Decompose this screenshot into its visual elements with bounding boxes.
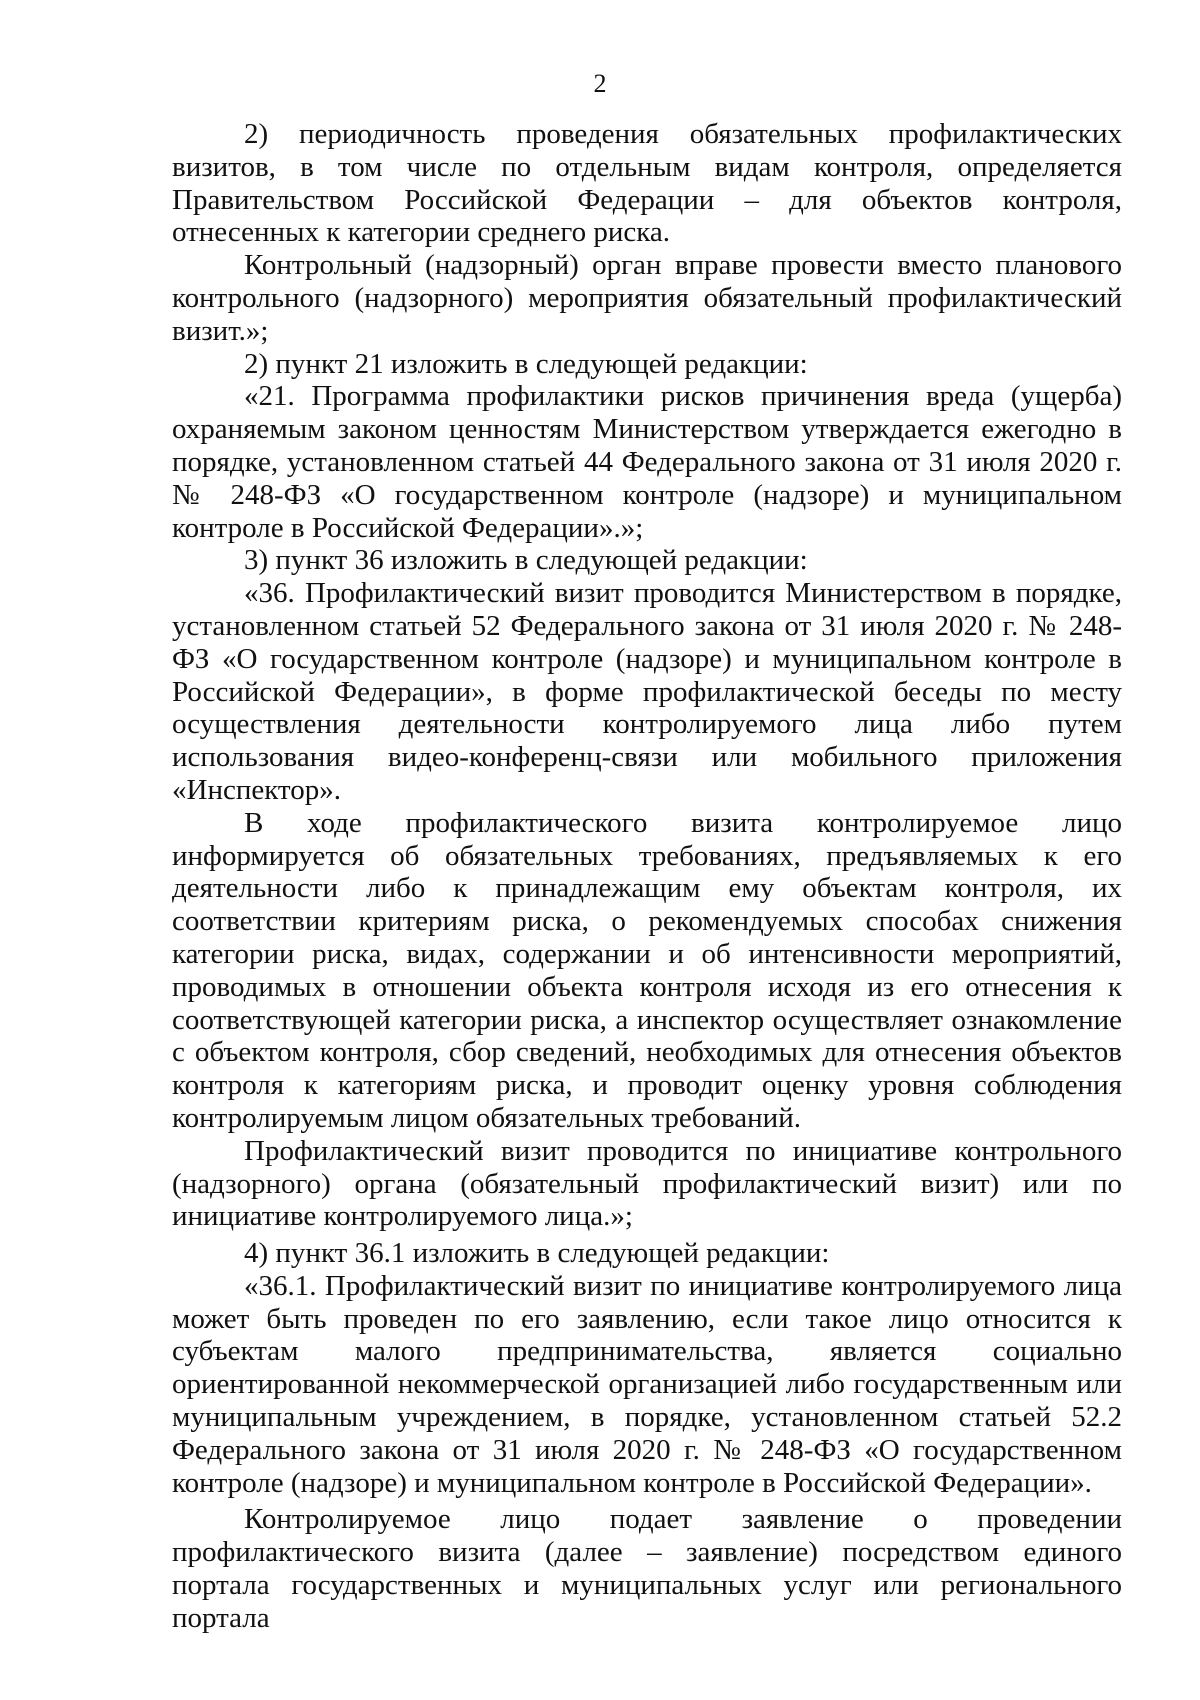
page-number: 2 bbox=[593, 69, 607, 98]
paragraph-visit-initiative: Профилактический визит проводится по инициативе контрольного (надзорного) органа (обязательный профилактический визит) или по инициативе контролируемого лица.»; bbox=[172, 1134, 1122, 1233]
document-body bbox=[172, 118, 1122, 1635]
paragraph-amend-point-36-1: 4) пункт 36.1 изложить в следующей редакции: bbox=[244, 1237, 830, 1270]
paragraph-visit-information: В ходе профилактического визита контролируемое лицо информируется об обязательных требованиях, предъявляемых к его деятельности либо к принадлежащим ему объектам контроля, их соответствии критериям риска, о рекомендуемых способах снижения категории риска, видах, содержании и об интенсивности мероприятий, проводимых в отношении объекта контроля исходя из его отнесения к соответствующей категории риска, а инспектор осуществляет ознакомление с объектом контроля, сбор сведений, необходимых для отнесения объектов контроля к категориям риска, и проводит оценку уровня соблюдения контролируемым лицом обязательных требований. bbox=[172, 806, 1122, 1134]
paragraph-item-2-periodicity: 2) периодичность проведения обязательных профилактических визитов, в том числе по отдельным видам контроля, определяется Правительством Российской Федерации – для объектов контроля, отнесенных к категории среднего риска. bbox=[172, 118, 1122, 249]
paragraph-point-36-text: «36. Профилактический визит проводится Министерством в порядке, установленном статьей 52 Федерального закона от 31 июля 2020 г. № 248-ФЗ «О государственном контроле (надзоре) и муниципальном контроле в Российской Федерации», в форме профилактической беседы по месту осуществления деятельности контролируемого лица либо путем использования видео-конференц-связи или мобильного приложения «Инспектор». bbox=[172, 577, 1122, 806]
paragraph-point-21-text: «21. Программа профилактики рисков причинения вреда (ущерба) охраняемым законом ценностям Министерством утверждается ежегодно в порядке, установленном статьей 44 Федерального закона от 31 июля 2020 г. № 248-ФЗ «О государственном контроле (надзоре) и муниципальном контроле в Российской Федерации».»; bbox=[172, 380, 1122, 544]
paragraph-amend-point-36: 3) пункт 36 изложить в следующей редакции: bbox=[244, 544, 808, 577]
paragraph-application-submission: Контролируемое лицо подает заявление о проведении профилактического визита (далее – заявление) посредством единого портала государственных и муниципальных услуг или регионального портала bbox=[172, 1503, 1122, 1634]
paragraph-mandatory-visit-instead-of-planned: Контрольный (надзорный) орган вправе провести вместо планового контрольного (надзорного) мероприятия обязательный профилактический визит.»; bbox=[172, 249, 1122, 347]
paragraph-amend-point-21: 2) пункт 21 изложить в следующей редакции: bbox=[244, 347, 808, 380]
paragraph-point-36-1-text: «36.1. Профилактический визит по инициативе контролируемого лица может быть проведен по его заявлению, если такое лицо относится к субъектам малого предпринимательства, является социально ориентированной некоммерческой организацией либо государственным или муниципальным учреждением, в порядке, установленном статьей 52.2 Федерального закона от 31 июля 2020 г. № 248-ФЗ «О государственном контроле (надзоре) и муниципальном контроле в Российской Федерации». bbox=[172, 1269, 1122, 1499]
